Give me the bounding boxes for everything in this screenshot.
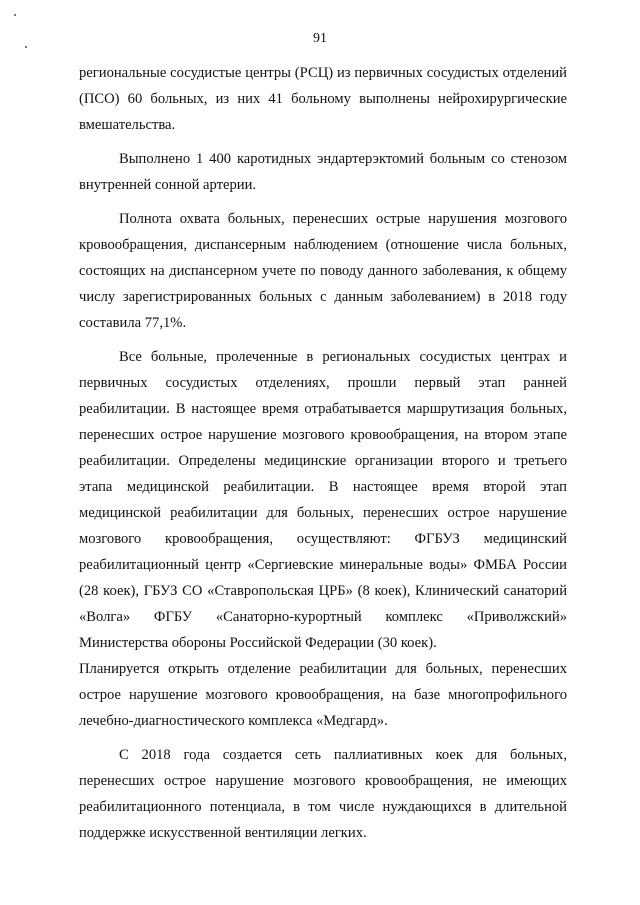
paragraph-endarterectomy: Выполнено 1 400 каротидных эндартерэктомий больным со стенозом внутренней сонной артерии.	[79, 151, 567, 193]
scan-speck	[14, 14, 16, 16]
paragraph-continuation: региональные сосудистые центры (РСЦ) из первичных сосудистых отделений (ПСО) 60 больных, из них 41 больному выполнены нейрохирургические вмешательства.	[79, 65, 567, 133]
page-number: 91	[313, 31, 327, 46]
paragraph-rehabilitation: Все больные, пролеченные в региональных сосудистых центрах и первичных сосудистых отделениях, прошли первый этап ранней реабилитации. В настоящее время отрабатывается маршрутизация больных, перенесших острое нарушение мозгового кровообращения, на втором этапе реабилитации. Определены медицинские организации второго и третьего этапа медицинской реабилитации. В настоящее время второй этап медицинской реабилитации для больных, перенесших острое нарушение мозгового кровообращения, осуществляют: ФГБУЗ медицинский реабилитационный центр «Сергиевские минеральные воды» ФМБА России (28 коек), ГБУЗ СО «Ставропольская ЦРБ» (8 коек), Клинический санаторий «Волга» ФГБУ «Санаторно-курортный комплекс «Приволжский» Министерства обороны Российской Федерации (30 коек).	[79, 349, 567, 651]
paragraph-planned-department: Планируется открыть отделение реабилитации для больных, перенесших острое нарушение мозгового кровообращения, на базе многопрофильного лечебно-диагностического комплекса «Медгард».	[79, 661, 567, 729]
paragraph-palliative-beds: С 2018 года создается сеть паллиативных коек для больных, перенесших острое нарушение мозгового кровообращения, не имеющих реабилитационного потенциала, в том числе нуждающихся в длительной поддержке искусственной вентиляции легких.	[79, 747, 567, 841]
body-text	[79, 60, 567, 846]
paragraph-dispensary-coverage: Полнота охвата больных, перенесших острые нарушения мозгового кровообращения, диспансерным наблюдением (отношение числа больных, состоящих на диспансерном учете по поводу данного заболевания, к общему числу зарегистрированных больных с данным заболеванием) в 2018 году составила 77,1%.	[79, 211, 567, 331]
